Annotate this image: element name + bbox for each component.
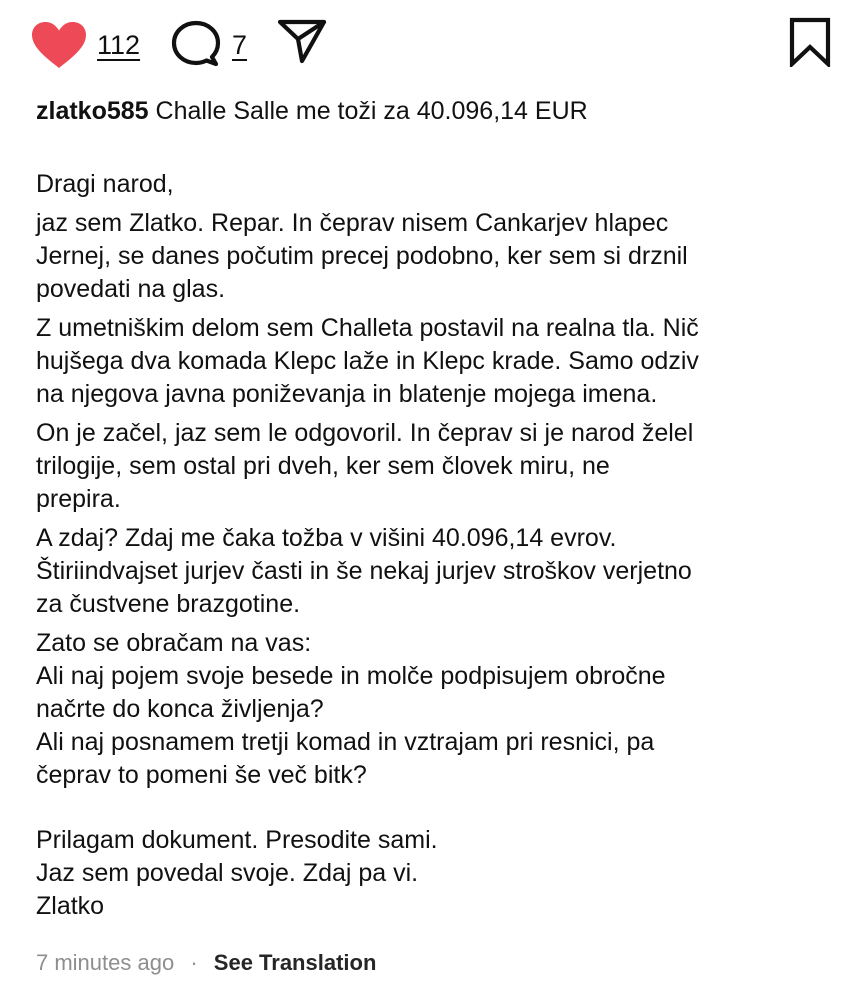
- caption-line: povedati na glas.: [36, 275, 226, 303]
- caption-body: [36, 168, 836, 923]
- caption-paragraph: [36, 207, 836, 306]
- post-meta: [36, 946, 376, 980]
- caption-line: hujšega dva komada Klepc laže in Klepc krade. Samo odziv: [36, 347, 699, 375]
- post-action-bar: [0, 0, 866, 90]
- caption-title: Challe Salle me toži za 40.096,14 EUR: [155, 97, 588, 125]
- caption-line: za čustvene brazgotine.: [36, 590, 301, 618]
- caption-paragraph: [36, 417, 836, 516]
- like-button[interactable]: [30, 20, 88, 70]
- heart-filled-icon: [30, 20, 88, 70]
- caption-paragraph: [36, 312, 836, 411]
- caption-line: Jaz sem povedal svoje. Zdaj pa vi.: [36, 859, 419, 887]
- caption-line: Zato se obračam na vas:: [36, 629, 312, 657]
- see-translation-link[interactable]: See Translation: [213, 950, 377, 975]
- comment-button[interactable]: [170, 19, 222, 69]
- caption-line: On je začel, jaz sem le odgovoril. In čeprav si je narod želel: [36, 419, 694, 447]
- caption-paragraph: [36, 627, 836, 792]
- caption-paragraph: [36, 522, 836, 621]
- caption-line: prepira.: [36, 485, 121, 513]
- paper-plane-icon: [276, 18, 328, 64]
- caption-line: trilogije, sem ostal pri dveh, ker sem človek miru, ne: [36, 452, 610, 480]
- caption-header: [36, 95, 836, 128]
- post-caption: [36, 95, 836, 929]
- caption-line: Štiriindvajset jurjev časti in še nekaj jurjev stroškov verjetno: [36, 557, 692, 585]
- caption-signature: Zlatko: [36, 892, 105, 920]
- save-button[interactable]: [786, 17, 834, 67]
- caption-line: jaz sem Zlatko. Repar. In čeprav nisem Cankarjev hlapec: [36, 209, 669, 237]
- caption-line: Z umetniškim delom sem Challeta postavil na realna tla. Nič: [36, 314, 699, 342]
- caption-line: na njegova javna poniževanja in blatenje mojega imena.: [36, 380, 658, 408]
- comment-bubble-icon: [170, 19, 222, 69]
- caption-line: Ali naj posnamem tretji komad in vztrajam pri resnici, pa: [36, 728, 655, 756]
- caption-line: Jernej, se danes počutim precej podobno, ker sem si drznil: [36, 242, 688, 270]
- caption-line: čeprav to pomeni še več bitk?: [36, 761, 367, 789]
- timestamp: 7 minutes ago: [36, 950, 175, 975]
- share-button[interactable]: [276, 18, 328, 64]
- meta-separator: ·: [190, 950, 198, 975]
- username-link[interactable]: zlatko585: [36, 97, 149, 125]
- caption-line: A zdaj? Zdaj me čaka tožba v višini 40.096,14 evrov.: [36, 524, 617, 552]
- caption-closing: [36, 824, 836, 923]
- caption-greeting: Dragi narod,: [36, 170, 174, 198]
- bookmark-icon: [786, 17, 834, 67]
- caption-line: Ali naj pojem svoje besede in molče podpisujem obročne: [36, 662, 666, 690]
- comment-count[interactable]: 7: [232, 30, 248, 60]
- caption-line: načrte do konca življenja?: [36, 695, 324, 723]
- caption-line: Prilagam dokument. Presodite sami.: [36, 826, 438, 854]
- like-count[interactable]: 112: [97, 30, 141, 60]
